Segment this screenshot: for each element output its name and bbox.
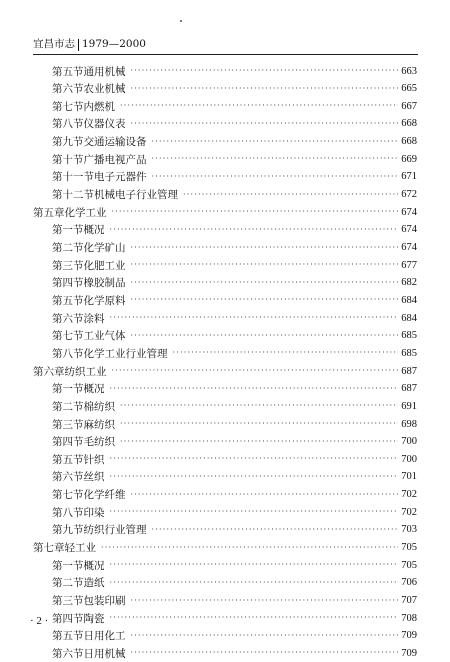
dot-leader [110,609,399,627]
toc-chapter-entry [33,203,417,221]
entry-page-number: 672 [401,189,417,201]
toc-section-entry [52,115,417,133]
entry-number: 第六节 [52,83,84,96]
toc-section-entry [52,415,417,433]
entry-number: 第六章 [33,365,65,378]
entry-page-number: 684 [401,312,417,324]
entry-page-number: 706 [401,577,417,589]
entry-number: 第六节 [52,471,84,484]
dot-leader [131,274,399,292]
entry-page-number: 674 [401,224,417,236]
entry-title: 麻纺织 [83,418,115,431]
dot-leader [120,433,398,451]
entry-title: 日用化工 [83,630,126,643]
toc-section-entry [52,592,417,610]
dot-leader [131,80,399,98]
dot-leader [120,397,398,415]
entry-page-number: 698 [401,418,417,430]
scan-speck [180,20,182,22]
dot-leader [131,256,399,274]
toc-chapter-entry [33,539,417,557]
entry-number: 第九节 [52,136,84,149]
entry-title: 广播电视产品 [83,153,147,166]
entry-title: 化学纤维 [83,489,126,502]
entry-number: 第一节 [52,224,84,237]
entry-title: 印染 [83,506,105,519]
entry-title: 概况 [83,224,105,237]
toc-section-entry [52,327,417,345]
toc-section-entry [52,503,417,521]
entry-page-number: 674 [401,242,417,253]
toc-section-entry [52,186,417,204]
toc-section-entry [52,609,417,627]
entry-number: 第二节 [52,577,84,590]
entry-page-number: 701 [401,471,417,483]
entry-number: 第七节 [52,330,84,343]
entry-title: 工业气体 [83,330,126,343]
entry-title: 通用机械 [83,65,126,78]
toc-section-entry [52,309,417,327]
entry-number: 第八节 [52,506,84,519]
entry-number: 第三节 [52,595,84,607]
entry-page-number: 663 [401,65,417,77]
entry-title: 化肥工业 [83,259,126,272]
toc-section-entry [52,433,417,451]
entry-number: 第九节 [52,524,84,537]
entry-title: 电子元器件 [94,171,147,184]
entry-title: 机械电子行业管理 [94,189,178,202]
entry-title: 概况 [83,559,105,572]
dot-leader [112,362,399,380]
entry-page-number: 685 [401,330,417,342]
dot-leader [131,62,399,80]
entry-number: 第七章 [33,542,65,555]
toc-section-entry [52,80,417,98]
dot-leader [131,327,399,345]
entry-title: 概况 [83,383,105,396]
entry-title: 针织 [83,453,105,466]
toc-section-entry [52,556,417,574]
entry-page-number: 709 [401,630,417,642]
entry-page-number: 705 [401,559,417,571]
entry-page-number: 682 [401,277,417,289]
toc-section-entry [52,274,417,292]
dot-leader [110,556,399,574]
entry-title: 轻工业 [64,542,96,555]
entry-number: 第五节 [52,294,84,307]
toc-section-entry [52,150,417,168]
dot-leader [183,186,398,204]
toc-section-entry [52,627,417,645]
entry-title: 棉纺织 [83,400,115,413]
dot-leader [120,415,398,433]
entry-number: 第七节 [52,100,84,113]
dot-leader [131,644,399,662]
dot-leader [120,97,398,115]
entry-title: 仪器仪表 [83,118,126,131]
entry-number: 第五节 [52,453,84,466]
header-separator [78,39,79,51]
dot-leader [101,539,398,557]
entry-number: 第十一节 [52,171,94,184]
entry-title: 丝织 [83,471,105,484]
toc-section-entry [52,291,417,309]
entry-title: 交通运输设备 [83,136,147,149]
entry-page-number: 687 [401,383,417,395]
toc-section-entry [52,62,417,80]
entry-page-number: 671 [401,171,417,183]
entry-page-number: 708 [401,612,417,624]
entry-number: 第二节 [52,242,84,254]
toc-section-entry [52,344,417,362]
entry-page-number: 700 [401,453,417,465]
entry-page-number: 700 [401,436,417,448]
dot-leader [131,486,399,504]
running-header [33,38,146,51]
dot-leader [131,592,399,610]
entry-title: 化学工业行业管理 [83,347,168,360]
entry-number: 第四节 [52,277,84,290]
entry-title: 陶瓷 [83,612,105,625]
entry-number: 第一节 [52,383,84,396]
page-folio: · 2 · [30,615,49,627]
entry-page-number: 668 [401,136,417,148]
toc-section-entry [52,221,417,239]
toc-section-entry [52,486,417,504]
dot-leader [131,627,399,645]
entry-number: 第六节 [52,312,84,325]
dot-leader [131,291,399,309]
entry-page-number: 684 [401,294,417,306]
toc-section-entry [52,574,417,592]
dot-leader [110,221,399,239]
entry-page-number: 677 [401,259,417,271]
dot-leader [152,133,399,151]
entry-page-number: 702 [401,489,417,501]
dot-leader [110,450,399,468]
dot-leader [110,503,399,521]
entry-title: 化学工业 [64,206,107,219]
dot-leader [152,150,399,168]
toc-chapter-entry [33,362,417,380]
entry-number: 第二节 [52,400,84,413]
entry-number: 第三节 [52,259,84,272]
entry-number: 第四节 [52,612,84,625]
dot-leader [131,115,399,133]
toc-section-entry [52,468,417,486]
entry-title: 造纸 [83,577,105,590]
entry-page-number: 691 [401,400,417,412]
entry-title: 内燃机 [83,100,115,113]
dot-leader [110,309,399,327]
entry-page-number: 705 [401,542,417,554]
entry-number: 第一节 [52,559,84,572]
entry-title: 日用机械 [83,647,126,660]
book-years: 1979—2000 [82,38,146,50]
entry-title: 纺织行业管理 [83,524,147,537]
dot-leader [152,168,399,186]
entry-title: 化学原料 [83,294,126,307]
toc-section-entry [52,397,417,415]
entry-number: 第八节 [52,347,84,360]
toc-section-entry [52,133,417,151]
entry-page-number: 669 [401,153,417,165]
entry-number: 第三节 [52,418,84,431]
entry-title: 橡胶制品 [83,277,126,290]
entry-page-number: 674 [401,206,417,218]
toc-section-entry [52,644,417,662]
entry-number: 第六节 [52,647,84,660]
toc-section-entry [52,450,417,468]
entry-page-number: 709 [401,647,417,659]
entry-page-number: 668 [401,118,417,130]
entry-page-number: 702 [401,506,417,518]
entry-page-number: 703 [401,524,417,536]
entry-number: 第五节 [52,65,84,78]
dot-leader [110,574,399,592]
entry-page-number: 665 [401,83,417,95]
entry-number: 第五章 [33,206,65,219]
toc-section-entry [52,239,417,257]
toc-section-entry [52,521,417,539]
dot-leader [152,521,399,539]
entry-number: 第四节 [52,436,84,449]
entry-number: 第十二节 [52,189,94,202]
toc-section-entry [52,256,417,274]
entry-title: 化学矿山 [83,242,126,254]
toc-section-entry [52,168,417,186]
entry-page-number: 707 [401,595,417,606]
dot-leader [110,468,399,486]
entry-page-number: 685 [401,347,417,359]
dot-leader [131,239,399,257]
entry-number: 第八节 [52,118,84,131]
toc-section-entry [52,97,417,115]
header-rule [33,54,418,55]
entry-number: 第七节 [52,489,84,502]
entry-page-number: 687 [401,365,417,377]
entry-title: 农业机械 [83,83,126,96]
entry-page-number: 667 [401,100,417,112]
entry-title: 包装印刷 [83,595,126,607]
entry-number: 第五节 [52,630,84,643]
entry-title: 纺织工业 [64,365,107,378]
dot-leader [110,380,399,398]
dot-leader [112,203,399,221]
book-title: 宜昌市志 [33,38,75,50]
entry-title: 涂料 [83,312,105,325]
dot-leader [173,344,399,362]
toc-section-entry [52,380,417,398]
entry-title: 毛纺织 [83,436,115,449]
entry-number: 第十节 [52,153,84,166]
